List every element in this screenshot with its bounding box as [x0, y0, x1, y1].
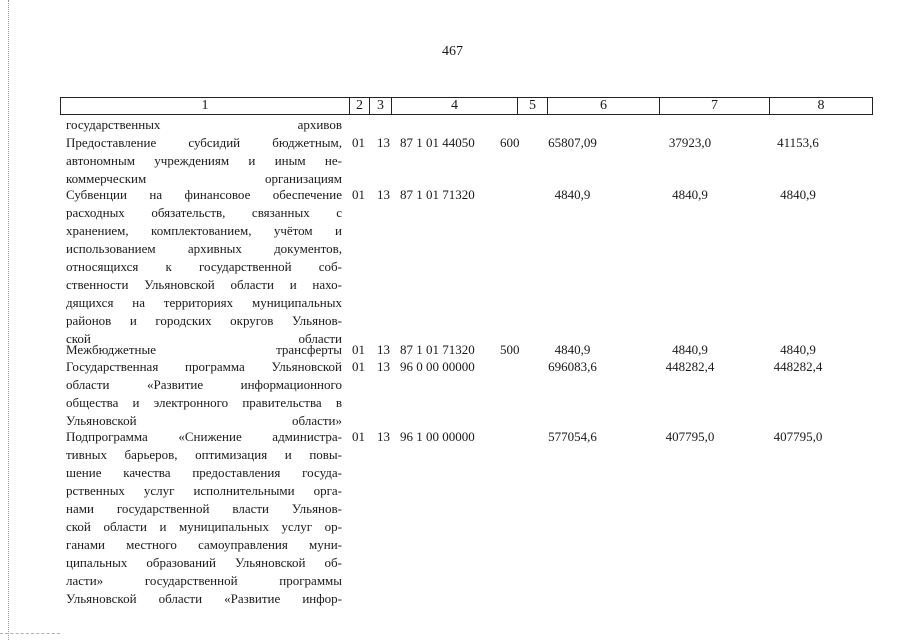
page-number: 467 — [442, 44, 463, 59]
section-code: 01 — [352, 135, 365, 150]
row-description — [66, 341, 342, 359]
description-line: Государственная программа Ульяновской — [66, 359, 342, 374]
description-line: ской области — [66, 331, 342, 346]
section-code: 01 — [352, 187, 365, 202]
amount-year-1: 577054,6 — [548, 429, 597, 444]
description-line: тивных барьеров, оптимизация и повы- — [66, 447, 342, 462]
left-margin-rule — [8, 0, 9, 640]
row-description — [66, 428, 342, 608]
amount-year-1: 65807,09 — [548, 135, 597, 150]
amount-year-2: 4840,9 — [672, 342, 708, 357]
description-line: ципальных образований Ульяновской об- — [66, 555, 342, 570]
description-line: государственных архивов — [66, 117, 342, 132]
header-col-6: 6 — [547, 98, 659, 114]
header-col-7: 7 — [659, 98, 769, 114]
description-line: Подпрограмма «Снижение администра- — [66, 429, 342, 444]
amount-year-3: 4840,9 — [780, 342, 816, 357]
description-line: Субвенции на финансовое обеспечение — [66, 187, 342, 202]
target-article-code: 96 0 00 00000 — [400, 359, 475, 374]
subsection-code: 13 — [377, 135, 390, 150]
description-line: нами государственной власти Ульянов- — [66, 501, 342, 516]
target-article-code: 87 1 01 71320 — [400, 342, 475, 357]
section-code: 01 — [352, 359, 365, 374]
description-line: ласти» государственной программы — [66, 573, 342, 588]
description-line: области «Развитие информационного — [66, 377, 342, 392]
description-line: рственных услуг исполнительными орга- — [66, 483, 342, 498]
expense-type-code: 500 — [500, 342, 520, 357]
description-line: Ульяновской области» — [66, 413, 342, 428]
description-line: Ульяновской области «Развитие инфор- — [66, 591, 342, 606]
header-col-5: 5 — [517, 98, 547, 114]
subsection-code: 13 — [377, 187, 390, 202]
description-line: расходных обязательств, связанных с — [66, 205, 342, 220]
amount-year-3: 407795,0 — [773, 429, 823, 444]
description-line: Межбюджетные трансферты — [66, 342, 342, 357]
expense-type-code: 600 — [500, 135, 520, 150]
description-line: ственности Ульяновской области и нахо- — [66, 277, 342, 292]
amount-year-1: 696083,6 — [548, 359, 597, 374]
amount-year-1: 4840,9 — [554, 342, 591, 357]
description-line: коммерческим организациям — [66, 171, 342, 186]
amount-year-2: 448282,4 — [665, 359, 715, 374]
description-line: относящихся к государственной соб- — [66, 259, 342, 274]
subsection-code: 13 — [377, 359, 390, 374]
subsection-code: 13 — [377, 429, 390, 444]
target-article-code: 87 1 01 44050 — [400, 135, 475, 150]
amount-year-3: 41153,6 — [777, 135, 819, 150]
row-description — [66, 358, 342, 430]
header-col-4: 4 — [391, 98, 517, 114]
description-line: автономным учреждениям и иным не- — [66, 153, 342, 168]
description-line: общества и электронного правительства в — [66, 395, 342, 410]
amount-year-3: 448282,4 — [773, 359, 823, 374]
header-col-3: 3 — [369, 98, 391, 114]
header-col-1: 1 — [201, 98, 209, 113]
bottom-margin-mark — [0, 633, 60, 634]
amount-year-2: 4840,9 — [672, 187, 708, 202]
table-header — [60, 97, 873, 115]
section-code: 01 — [352, 429, 365, 444]
description-line: Предоставление субсидий бюджетным, — [66, 135, 342, 150]
description-line: использованием архивных документов, — [66, 241, 342, 256]
description-line: дящихся на территориях муниципальных — [66, 295, 342, 310]
amount-year-2: 407795,0 — [665, 429, 715, 444]
description-line: шение качества предоставления госуда- — [66, 465, 342, 480]
amount-year-3: 4840,9 — [780, 187, 816, 202]
header-col-2: 2 — [349, 98, 369, 114]
row-description — [66, 186, 342, 348]
description-line: ской области и муниципальных услуг ор- — [66, 519, 342, 534]
amount-year-2: 37923,0 — [668, 135, 712, 150]
amount-year-1: 4840,9 — [554, 187, 591, 202]
target-article-code: 87 1 01 71320 — [400, 187, 475, 202]
row-description — [66, 134, 342, 188]
description-line: хранением, комплектованием, учётом и — [66, 223, 342, 238]
subsection-code: 13 — [377, 342, 390, 357]
description-line: ганами местного самоуправления муни- — [66, 537, 342, 552]
header-col-8: 8 — [769, 98, 872, 114]
description-line: районов и городских округов Ульянов- — [66, 313, 342, 328]
target-article-code: 96 1 00 00000 — [400, 429, 475, 444]
row-description — [66, 116, 342, 134]
section-code: 01 — [352, 342, 365, 357]
